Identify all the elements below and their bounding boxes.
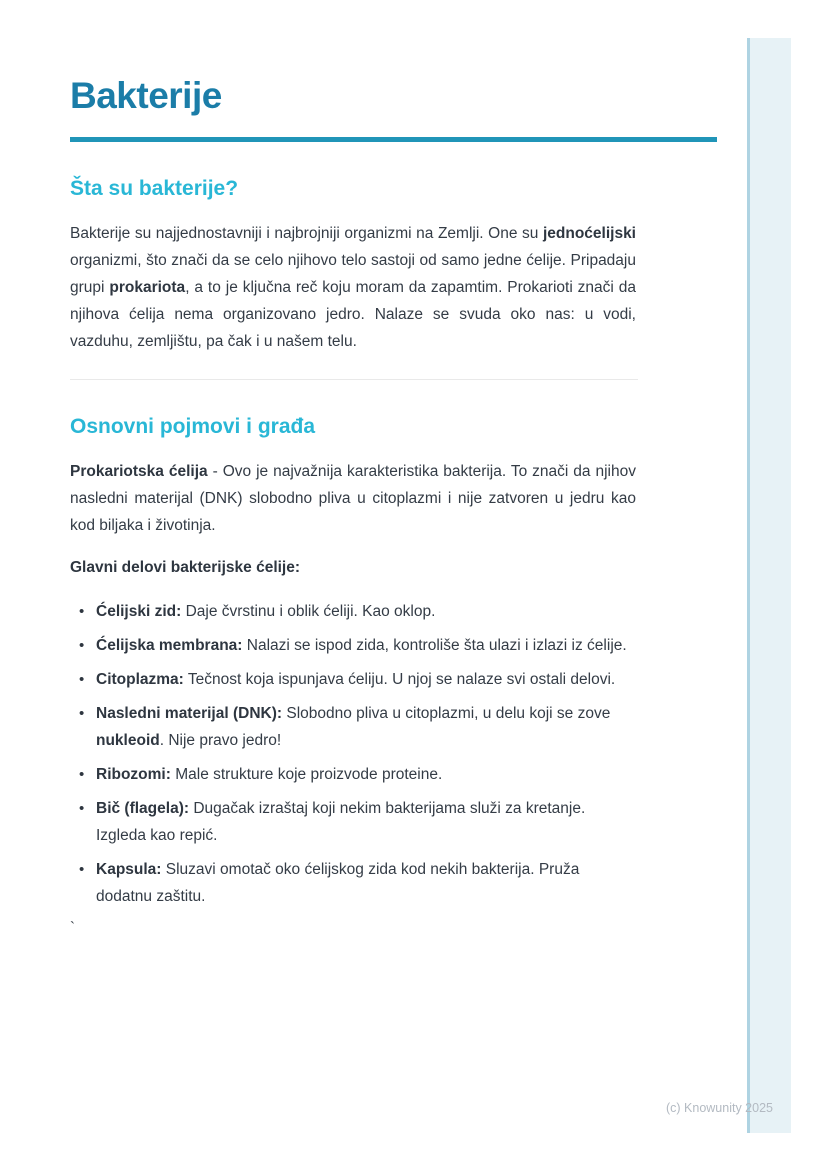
intro-text-1: Bakterije su najjednostavniji i najbrojniji organizmi na Zemlji. One su <box>70 224 543 242</box>
list-item-celijska-membrana <box>70 632 636 659</box>
list-item-desc: Daje čvrstinu i oblik ćeliji. Kao oklop. <box>181 602 436 620</box>
stray-backtick-char: ` <box>70 918 75 936</box>
list-item-term: Kapsula: <box>96 860 162 878</box>
list-item-desc: Tečnost koja ispunjava ćeliju. U njoj se nalaze svi ostali delovi. <box>183 670 616 688</box>
document-body <box>70 76 636 938</box>
list-item-desc-2: . Nije pravo jedro! <box>159 731 282 749</box>
list-item-celijski-zid <box>70 598 636 625</box>
list-item-desc: Slobodno pliva u citoplazmi, u delu koji se zove <box>282 704 611 722</box>
list-item-term: Ribozomi: <box>96 765 171 783</box>
section-heading-osnovni-pojmovi: Osnovni pojmovi i građa <box>70 414 316 438</box>
intro-text-3: , a to je ključna reč koju moram da zapamtim. Prokarioti znači da njihova ćelija nema organizovano jedro. Nalaze se svuda oko nas: u vodi, vazduhu, zemljištu, pa čak i u našem telu. <box>70 278 636 350</box>
parts-list <box>70 598 636 910</box>
page-edge-strip <box>747 38 791 1133</box>
section-heading-sta-su-bakterije: Šta su bakterije? <box>70 176 239 200</box>
prokariotska-text: - Ovo je najvažnija karakteristika bakterija. To znači da njihov nasledni materijal (DNK) slobodno pliva u citoplazmi i nije zatvoren u jedru kao kod biljaka i životinja. <box>70 462 636 534</box>
list-item-citoplazma <box>70 666 636 693</box>
list-item-bic-flagela <box>70 795 636 849</box>
list-item-term: Bič (flagela): <box>96 799 190 817</box>
copyright-footer: (c) Knowunity 2025 <box>665 1101 773 1115</box>
intro-bold-jednocelijski: jednoćelijski <box>542 224 636 242</box>
list-item-nasledni-materijal <box>70 700 636 754</box>
list-item-desc: Male strukture koje proizvode proteine. <box>170 765 443 783</box>
list-item-desc: Sluzavi omotač oko ćelijskog zida kod nekih bakterija. Pruža dodatnu zaštitu. <box>96 860 580 905</box>
prokariotska-paragraph <box>70 458 636 539</box>
section-divider <box>70 379 638 380</box>
prokariotska-bold-term: Prokariotska ćelija <box>70 462 208 480</box>
list-title: Glavni delovi bakterijske ćelije: <box>70 558 301 576</box>
intro-bold-prokariota: prokariota <box>109 278 186 296</box>
list-item-term: Ćelijska membrana: <box>96 636 243 654</box>
title-rule <box>70 137 717 142</box>
intro-text-2: organizmi, što znači da se celo njihovo telo sastoji od samo jedne ćelije. Pripadaju grupi <box>70 251 636 296</box>
list-item-desc: Dugačak izraštaj koji nekim bakterijama služi za kretanje. Izgleda kao repić. <box>96 799 586 844</box>
list-item-desc: Nalazi se ispod zida, kontroliše šta ulazi i izlazi iz ćelije. <box>242 636 627 654</box>
list-item-term: Nasledni materijal (DNK): <box>96 704 283 722</box>
list-item-ribozomi <box>70 761 636 788</box>
intro-paragraph <box>70 220 636 355</box>
list-item-term: Citoplazma: <box>96 670 184 688</box>
list-item-term: Ćelijski zid: <box>96 602 182 620</box>
list-item-kapsula <box>70 856 636 910</box>
page-title: Bakterije <box>70 75 222 116</box>
list-item-bold-nukleoid: nukleoid <box>96 731 160 749</box>
